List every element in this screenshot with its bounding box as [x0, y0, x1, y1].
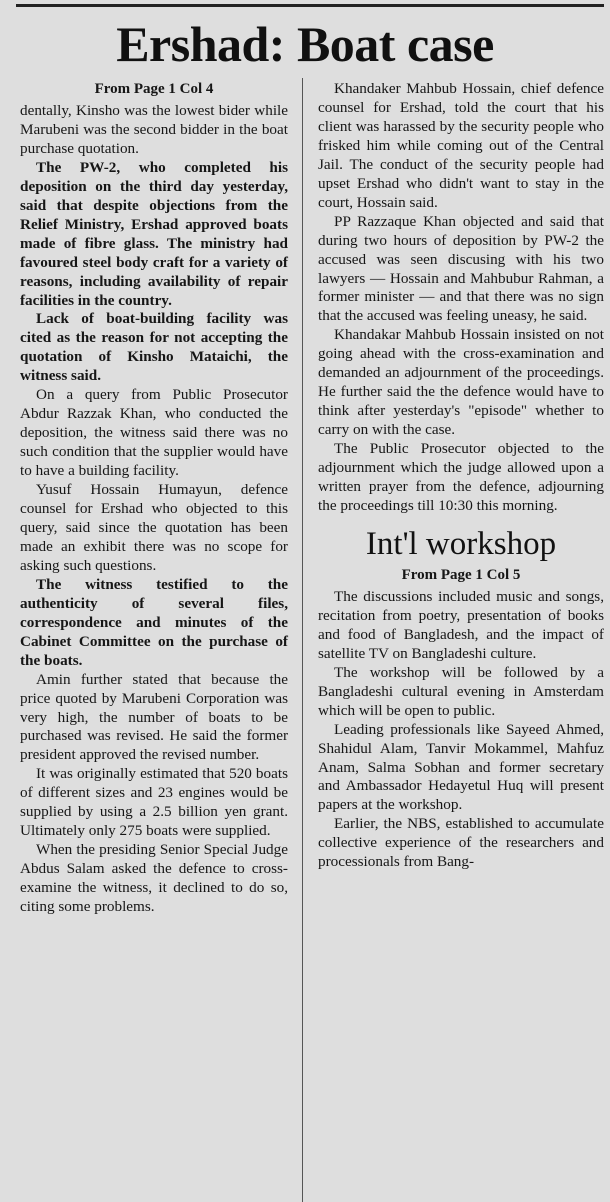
- paragraph: The discussions included music and songs, recitation from poetry, presentation of books and food of Bangladesh, and the impact of satellite TV on Bangladeshi culture.: [318, 587, 604, 662]
- paragraph: On a query from Public Prosecutor Abdur Razzak Khan, who conducted the deposition, the witness said there was no such condition that the supplier would have to have a building facility.: [20, 386, 288, 480]
- second-continuation-line: From Page 1 Col 5: [401, 566, 521, 583]
- left-article-body: [20, 102, 288, 917]
- paragraph: The PW-2, who completed his deposition on the third day yesterday, said that despite objections from the Relief Ministry, Ershad approved boats made of fibre glass. The ministry had favoured steel body craft for a variety of reasons, including availability of repair facilities in the country.: [20, 158, 288, 309]
- paragraph: dentally, Kinsho was the lowest bider while Marubeni was the second bidder in the boat purchase quotation.: [20, 102, 288, 157]
- left-column: [20, 80, 288, 917]
- workshop-article-body: [318, 588, 604, 872]
- headline: Ershad: Boat case: [116, 16, 494, 72]
- right-article-body: [318, 80, 604, 516]
- paragraph: Khandakar Mahbub Hossain insisted on not going ahead with the cross-examination and demanded an adjournment of the proceedings. He further said the the defence would have to think after yesterday's "episode" whether to carry on with the case.: [318, 326, 604, 439]
- paragraph: Yusuf Hossain Humayun, defence counsel for Ershad who objected to this query, said since the quotation has been made an exhibit there was no scope for asking such questions.: [20, 481, 288, 574]
- paragraph: When the presiding Senior Special Judge Abdus Salam asked the defence to cross-examine the witness, it declined to do so, citing some problems.: [20, 841, 288, 916]
- second-headline: Int'l workshop: [365, 525, 557, 562]
- paragraph: The Public Prosecutor objected to the adjournment which the judge allowed upon a written prayer from the defence, adjourning the proceedings till 10:30 this morning.: [318, 440, 604, 514]
- column-divider: [302, 78, 303, 1202]
- paragraph: The workshop will be followed by a Bangladeshi cultural evening in Amsterdam which will be open to public.: [318, 663, 604, 719]
- paragraph: Amin further stated that because the price quoted by Marubeni Corporation was very high, the number of boats to be purchased was revised. He said the former president approved the revised number.: [20, 670, 288, 764]
- top-rule: [16, 4, 604, 7]
- paragraph: Khandaker Mahbub Hossain, chief defence counsel for Ershad, told the court that his client was harassed by the security people who frisked him while coming out of the Central Jail. The conduct of the security people had upset Ershad who didn't want to stay in the court, Hossain said.: [318, 80, 604, 211]
- continuation-line: From Page 1 Col 4: [94, 81, 214, 97]
- right-column: [318, 80, 604, 872]
- paragraph: It was originally estimated that 520 boats of different sizes and 23 engines would be supplied by using a 2.5 billion yen grant. Ultimately only 275 boats were supplied.: [20, 765, 288, 840]
- paragraph: Leading professionals like Sayeed Ahmed, Shahidul Alam, Tanvir Mokammel, Mahfuz Anam, Salma Sobhan and former secretary and Ambassador Hedayetul Huq will present papers at the workshop.: [318, 720, 604, 814]
- paragraph: PP Razzaque Khan objected and said that during two hours of deposition by PW-2 the accused was seen discusing with his two lawyers — Hossain and Mahbubur Rahman, a former minister — and that there was no sign that the accused was feeling uneasy, he said.: [318, 212, 604, 325]
- paragraph: Lack of boat-building facility was cited as the reason for not accepting the quotation of Kinsho Mataichi, the witness said.: [20, 310, 288, 385]
- paragraph: Earlier, the NBS, established to accumulate collective experience of the researchers and processionals from Bang-: [318, 815, 604, 871]
- paragraph: The witness testified to the authenticity of several files, correspondence and minutes of the Cabinet Committee on the purchase of the boats.: [20, 575, 288, 669]
